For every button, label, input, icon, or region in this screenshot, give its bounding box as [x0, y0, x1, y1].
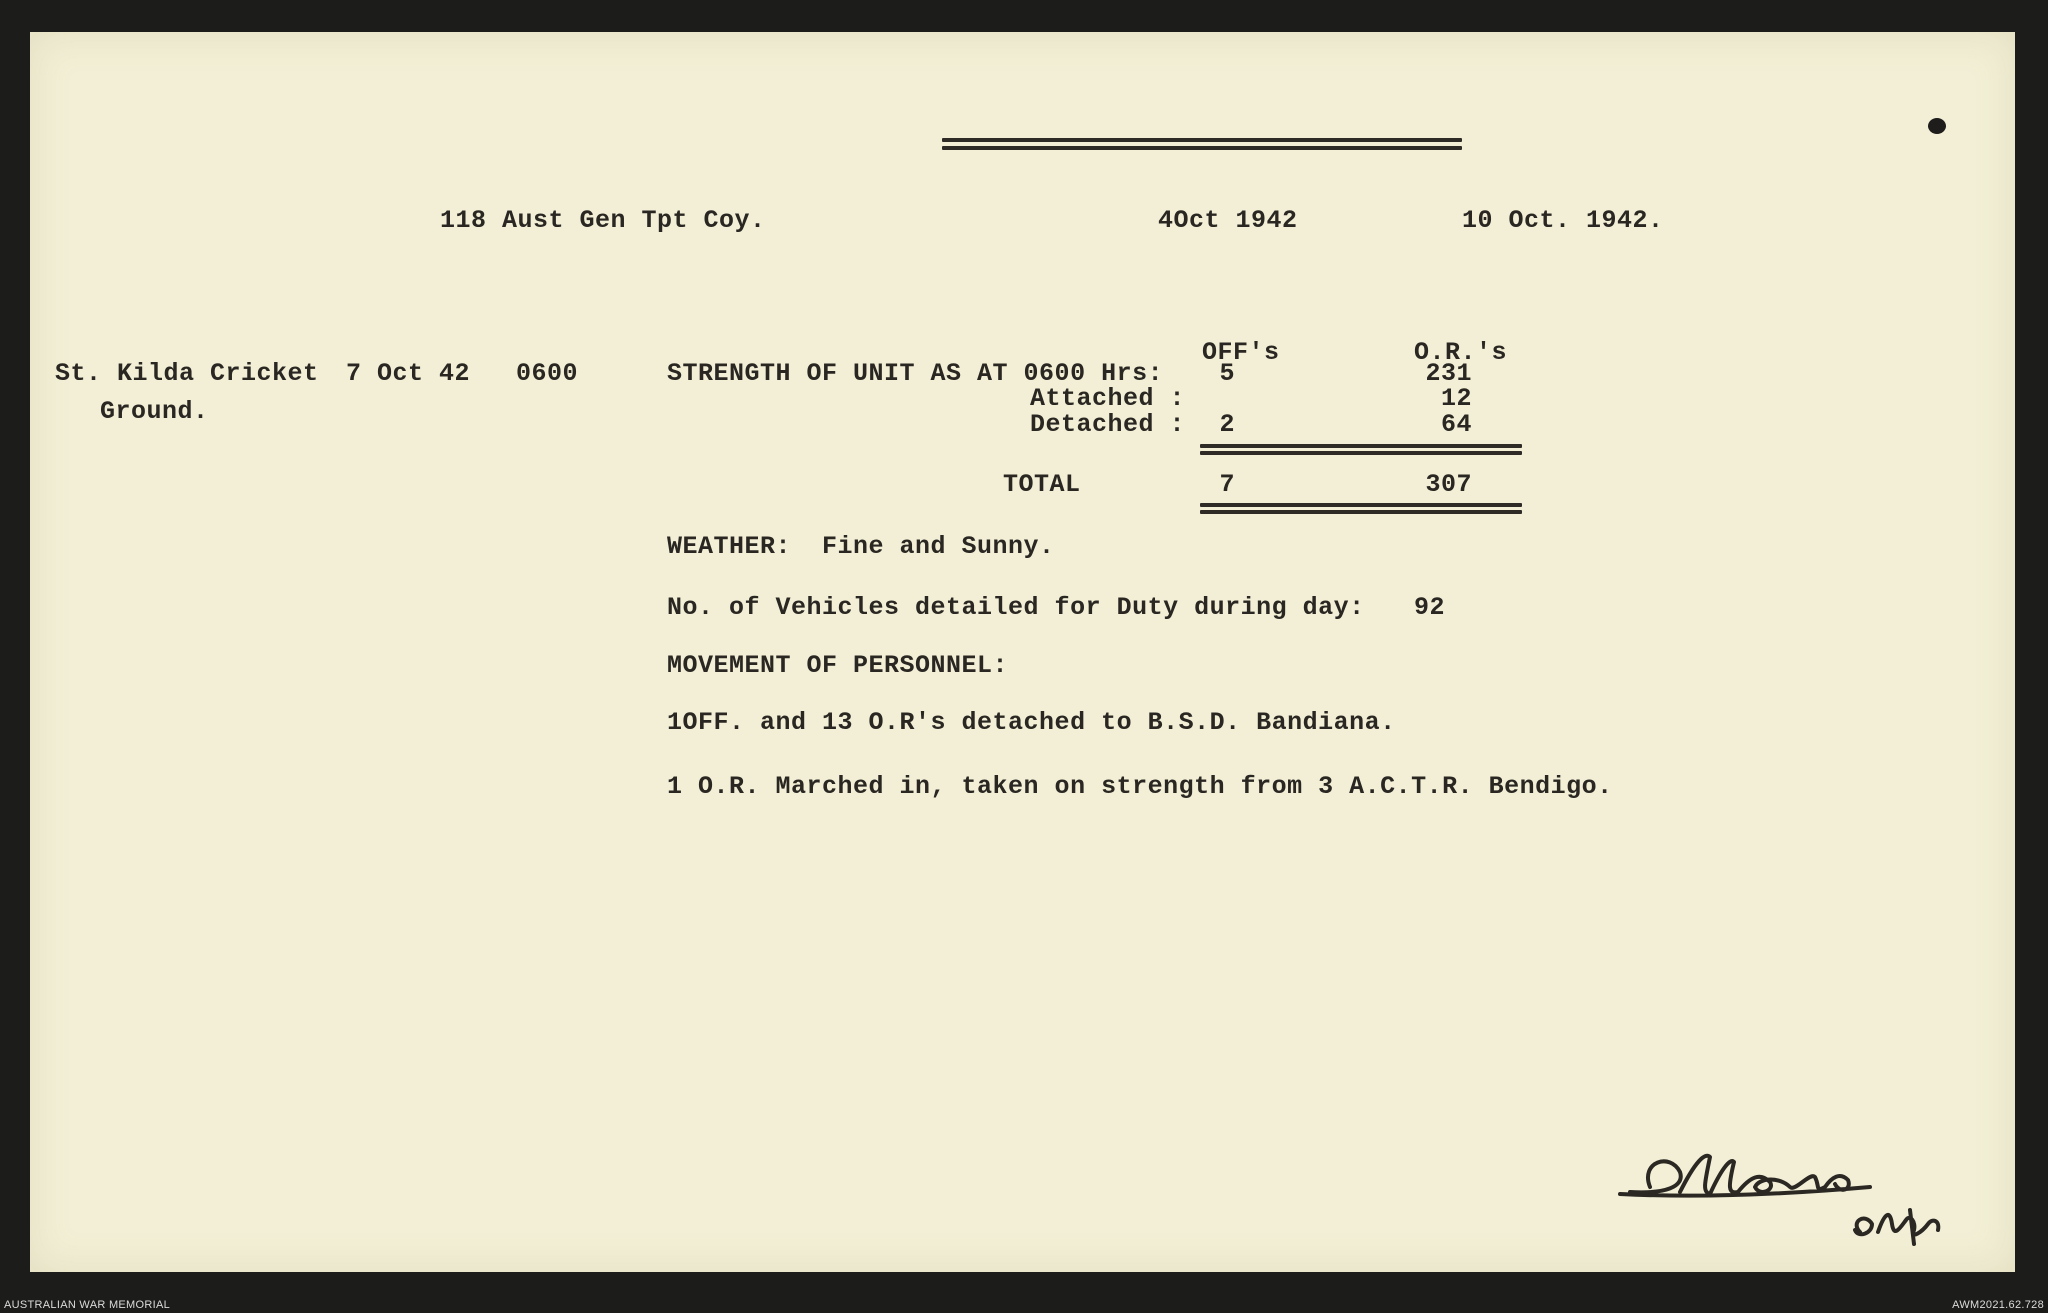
total-offs: 7 [1219, 470, 1235, 499]
period-end: 10 Oct. 1942. [1462, 206, 1664, 235]
unit-name: 118 Aust Gen Tpt Coy. [440, 206, 766, 235]
total-ors: 307 [1425, 470, 1472, 499]
vehicles-label: No. of Vehicles detailed for Duty during day: [667, 593, 1365, 622]
total-label: TOTAL [1003, 470, 1081, 499]
detached-ors: 64 [1440, 410, 1472, 439]
col-header-ors: O.R.'s [1414, 338, 1508, 367]
detached-offs: 2 [1219, 410, 1235, 439]
total-rule-bottom-2 [1200, 510, 1522, 514]
place-line-1: St. Kilda Cricket [55, 359, 319, 388]
period-start: 4Oct 1942 [1158, 206, 1298, 235]
attached-label: Attached : [1029, 384, 1185, 413]
col-header-offs: OFF's [1202, 338, 1280, 367]
footer-reference: AWM2021.62.728 [1952, 1299, 2044, 1311]
total-rule-bottom-1 [1200, 503, 1522, 507]
place-line-2: Ground. [100, 397, 209, 426]
detached-label: Detached : [1029, 410, 1185, 439]
total-rule-top-2 [1200, 451, 1522, 455]
footer-credit: AUSTRALIAN WAR MEMORIAL [4, 1299, 171, 1311]
strength-label: STRENGTH OF UNIT AS AT 0600 Hrs: [667, 359, 1164, 388]
total-rule-top-1 [1200, 444, 1522, 448]
weather-line: WEATHER: Fine and Sunny. [667, 532, 1055, 561]
header-rule-top [942, 138, 1462, 142]
strength-ors: 231 [1425, 359, 1472, 388]
movement-line-1: 1OFF. and 13 O.R's detached to B.S.D. Bandiana. [667, 708, 1396, 737]
vehicles-value: 92 [1414, 593, 1446, 622]
movement-line-2: 1 O.R. Marched in, taken on strength from 3 A.C.T.R. Bendigo. [667, 772, 1613, 801]
header-rule-bottom [942, 146, 1462, 150]
document-page [30, 32, 2015, 1272]
punch-hole [1928, 118, 1946, 134]
entry-date: 7 Oct 42 [346, 359, 471, 388]
movement-heading: MOVEMENT OF PERSONNEL: [667, 651, 1009, 680]
signature [1610, 1132, 1990, 1262]
entry-time: 0600 [516, 359, 579, 388]
attached-ors: 12 [1440, 384, 1472, 413]
strength-offs: 5 [1219, 359, 1235, 388]
